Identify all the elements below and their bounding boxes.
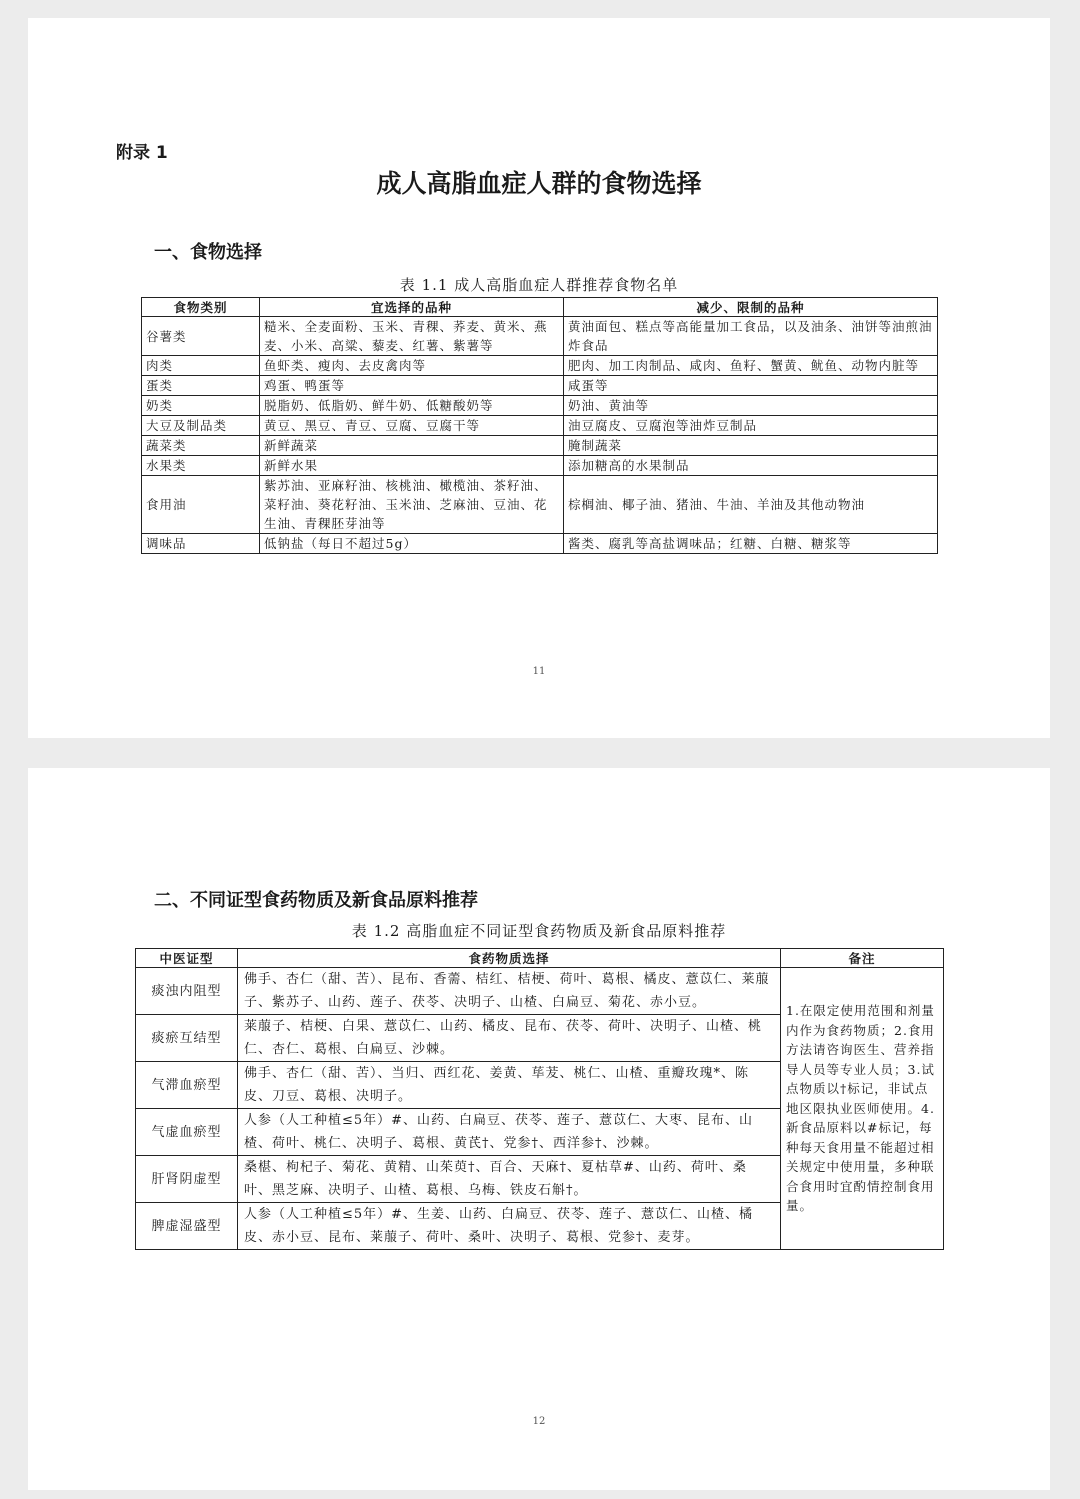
note-cell: 1.在限定使用范围和剂量内作为食药物质；2.食用方法请咨询医生、营养指导人员等专业人员；3.试点物质以†标记，非试点地区限执业医师使用。4.新食品原料以#标记，每种每天食用量不能超过相关规定中使用量，多种联合食用时宜酌情控制食用量。 — [781, 968, 944, 1250]
row-items: 佛手、杏仁（甜、苦）、昆布、香薷、桔红、桔梗、荷叶、葛根、橘皮、薏苡仁、莱菔子、紫苏子、山药、莲子、茯苓、决明子、山楂、白扁豆、菊花、赤小豆。 — [238, 968, 781, 1015]
table-header-row — [142, 298, 938, 317]
row-category: 肉类 — [142, 356, 260, 376]
row-syndrome: 气虚血瘀型 — [136, 1109, 238, 1156]
page-number: 12 — [532, 1416, 546, 1427]
row-syndrome: 脾虚湿盛型 — [136, 1203, 238, 1250]
row-category: 蛋类 — [142, 376, 260, 396]
row-category: 水果类 — [142, 456, 260, 476]
row-limited: 棕榈油、椰子油、猪油、牛油、羊油及其他动物油 — [564, 476, 938, 534]
table-caption-2: 表 1.2 高脂血症不同证型食药物质及新食品原料推荐 — [351, 922, 727, 940]
row-syndrome: 气滞血瘀型 — [136, 1062, 238, 1109]
row-items: 人参（人工种植≤5年）#、山药、白扁豆、茯苓、莲子、薏苡仁、大枣、昆布、山楂、荷叶、桃仁、决明子、葛根、黄芪†、党参†、西洋参†、沙棘。 — [238, 1109, 781, 1156]
table-row — [142, 376, 938, 396]
table-row — [142, 416, 938, 436]
row-category: 大豆及制品类 — [142, 416, 260, 436]
row-limited: 油豆腐皮、豆腐泡等油炸豆制品 — [564, 416, 938, 436]
row-syndrome: 痰浊内阻型 — [136, 968, 238, 1015]
row-limited: 咸蛋等 — [564, 376, 938, 396]
section-heading-1: 一、食物选择 — [154, 242, 262, 263]
appendix-label: 附录 1 — [116, 143, 168, 163]
section-heading-2: 二、不同证型食药物质及新食品原料推荐 — [154, 890, 478, 911]
table-row — [142, 317, 938, 356]
row-limited: 添加糖高的水果制品 — [564, 456, 938, 476]
table-row — [142, 476, 938, 534]
row-items: 桑椹、枸杞子、菊花、黄精、山茱萸†、百合、天麻†、夏枯草#、山药、荷叶、桑叶、黑芝麻、决明子、山楂、葛根、乌梅、铁皮石斛†。 — [238, 1156, 781, 1203]
row-limited: 肥肉、加工肉制品、咸肉、鱼籽、蟹黄、鱿鱼、动物内脏等 — [564, 356, 938, 376]
row-category: 谷薯类 — [142, 317, 260, 356]
row-category: 蔬菜类 — [142, 436, 260, 456]
row-recommended: 低钠盐（每日不超过5g） — [260, 534, 564, 554]
syndrome-table — [135, 948, 944, 1250]
row-recommended: 新鲜蔬菜 — [260, 436, 564, 456]
row-items: 人参（人工种植≤5年）#、生姜、山药、白扁豆、茯苓、莲子、薏苡仁、山楂、橘皮、赤小豆、昆布、莱菔子、荷叶、桑叶、决明子、葛根、党参†、麦芽。 — [238, 1203, 781, 1250]
page-12 — [28, 768, 1050, 1490]
header-limited: 减少、限制的品种 — [564, 298, 938, 317]
table-row — [142, 456, 938, 476]
page-number: 11 — [532, 666, 546, 677]
header-note: 备注 — [781, 949, 944, 968]
table-row — [142, 436, 938, 456]
row-limited: 黄油面包、糕点等高能量加工食品，以及油条、油饼等油煎油炸食品 — [564, 317, 938, 356]
row-recommended: 脱脂奶、低脂奶、鲜牛奶、低糖酸奶等 — [260, 396, 564, 416]
row-syndrome: 痰瘀互结型 — [136, 1015, 238, 1062]
row-category: 食用油 — [142, 476, 260, 534]
row-recommended: 黄豆、黑豆、青豆、豆腐、豆腐干等 — [260, 416, 564, 436]
header-items: 食药物质选择 — [238, 949, 781, 968]
food-selection-table — [141, 297, 938, 554]
row-recommended: 紫苏油、亚麻籽油、核桃油、橄榄油、茶籽油、菜籽油、葵花籽油、玉米油、芝麻油、豆油、花生油、青稞胚芽油等 — [260, 476, 564, 534]
header-syndrome: 中医证型 — [136, 949, 238, 968]
row-items: 佛手、杏仁（甜、苦）、当归、西红花、姜黄、荜茇、桃仁、山楂、重瓣玫瑰*、陈皮、刀豆、葛根、决明子。 — [238, 1062, 781, 1109]
table-row — [142, 356, 938, 376]
table-caption-1: 表 1.1 成人高脂血症人群推荐食物名单 — [399, 276, 679, 294]
row-syndrome: 肝肾阴虚型 — [136, 1156, 238, 1203]
row-items: 莱菔子、桔梗、白果、薏苡仁、山药、橘皮、昆布、茯苓、荷叶、决明子、山楂、桃仁、杏仁、葛根、白扁豆、沙棘。 — [238, 1015, 781, 1062]
row-recommended: 鱼虾类、瘦肉、去皮禽肉等 — [260, 356, 564, 376]
row-category: 奶类 — [142, 396, 260, 416]
page-11 — [28, 18, 1050, 738]
row-limited: 酱类、腐乳等高盐调味品；红糖、白糖、糖浆等 — [564, 534, 938, 554]
row-category: 调味品 — [142, 534, 260, 554]
row-recommended: 鸡蛋、鸭蛋等 — [260, 376, 564, 396]
table-row — [142, 396, 938, 416]
table-row — [136, 968, 944, 1015]
document-title: 成人高脂血症人群的食物选择 — [376, 169, 702, 198]
row-recommended: 新鲜水果 — [260, 456, 564, 476]
header-recommended: 宜选择的品种 — [260, 298, 564, 317]
row-limited: 奶油、黄油等 — [564, 396, 938, 416]
table-row — [142, 534, 938, 554]
table-header-row — [136, 949, 944, 968]
row-limited: 腌制蔬菜 — [564, 436, 938, 456]
header-category: 食物类别 — [142, 298, 260, 317]
row-recommended: 糙米、全麦面粉、玉米、青稞、荞麦、黄米、燕麦、小米、高粱、藜麦、红薯、紫薯等 — [260, 317, 564, 356]
